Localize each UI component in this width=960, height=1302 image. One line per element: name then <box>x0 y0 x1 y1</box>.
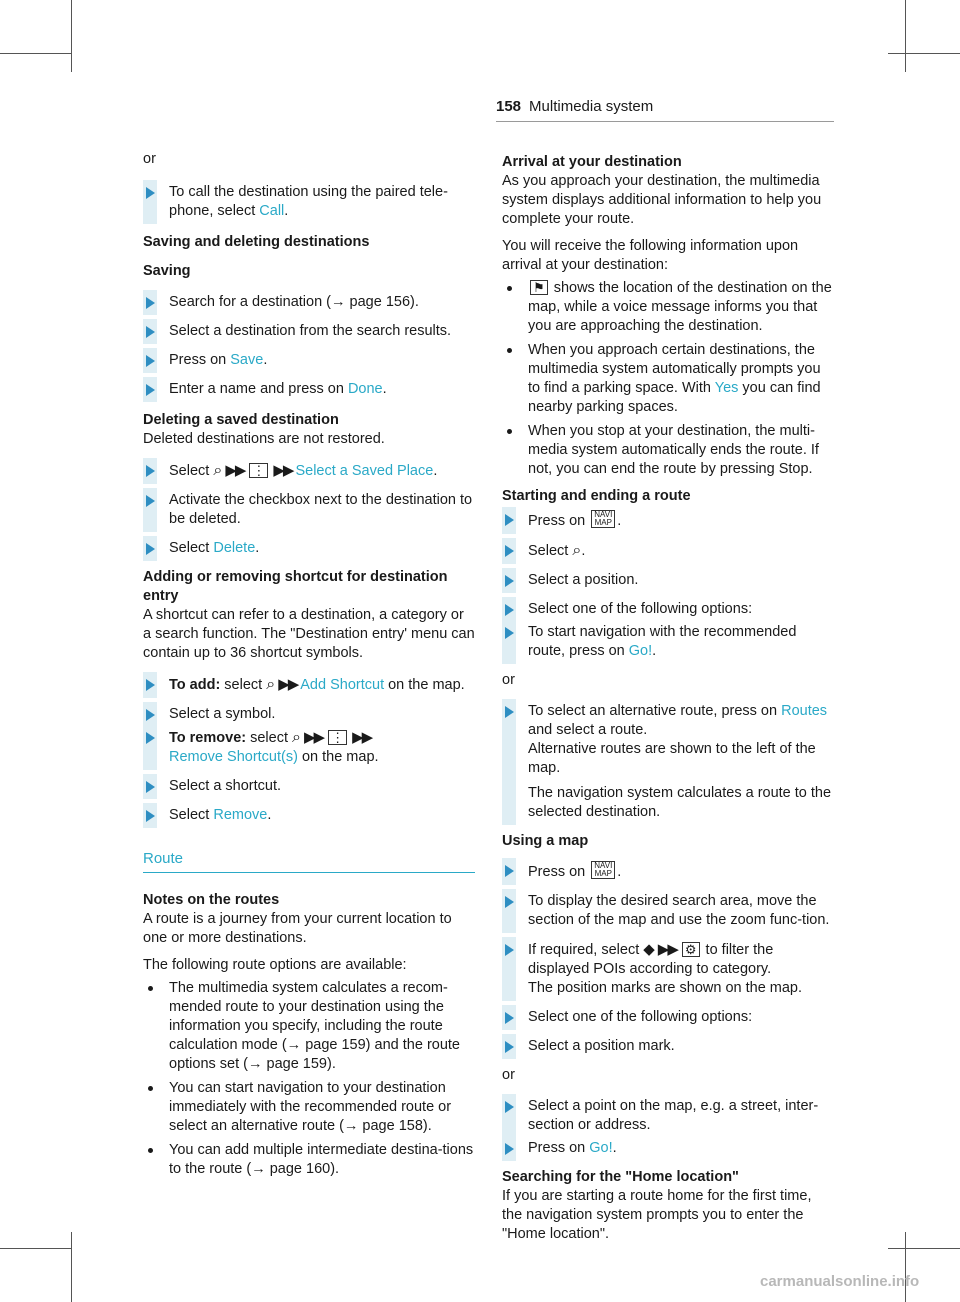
forward-icon: ▶▶ <box>304 729 324 746</box>
crop-mark <box>888 53 960 54</box>
remove-button-label: Remove <box>213 807 268 823</box>
or-text: or <box>502 672 515 688</box>
step-arrow-icon <box>146 781 155 793</box>
right-column <box>502 150 834 1252</box>
step-save-1: Search for a destination (→ page 156). <box>143 293 475 312</box>
step-arrow-icon <box>505 1143 514 1155</box>
step-arrow-icon <box>146 810 155 822</box>
step-map-7: Press on Go!. <box>502 1139 834 1158</box>
start-heading: Starting and ending a route <box>502 488 691 504</box>
step-delete-3: Select Delete. <box>143 539 475 558</box>
step-arrow-icon <box>505 1101 514 1113</box>
destination-flag-icon: ⚑ <box>530 280 548 295</box>
step-map-2: To display the desired search area, move the section of the map and use the zoom func-tion. <box>502 892 834 930</box>
gear-icon: ⚙ <box>682 942 700 957</box>
step-start-6: To select an alternative route, press on Routes and select a route. Alternative routes are shown to the left of the map. The navigation system calculates a route to the selected destination. <box>502 702 834 822</box>
list-item: When you stop at your destination, the multi-media system automatically ends the route. If not, you can end the route by pressing Stop. <box>502 422 834 479</box>
step-arrow-icon <box>146 732 155 744</box>
home-text: If you are starting a route home for the first time, the navigation system prompts you to enter the "Home location". <box>502 1188 812 1242</box>
step-arrow-icon <box>146 709 155 721</box>
step-remove: Select Remove. <box>143 806 475 825</box>
map-heading: Using a map <box>502 833 589 849</box>
step-start-5: To start navigation with the recommended route, press on Go!. <box>502 623 834 661</box>
arrival-heading: Arrival at your destination <box>502 154 682 170</box>
crop-mark <box>905 0 906 72</box>
step-arrow-icon <box>505 514 514 526</box>
or-text: or <box>143 151 156 167</box>
forward-icon: ▶▶ <box>225 462 245 479</box>
done-button-label: Done <box>347 381 383 397</box>
go-button-label: Go! <box>628 643 653 659</box>
delete-heading: Deleting a saved destination <box>143 412 339 428</box>
home-heading: Searching for the "Home location" <box>502 1169 739 1185</box>
call-button-label: Call <box>259 203 285 219</box>
forward-icon: ▶▶ <box>657 941 677 958</box>
navi-map-icon: NAVI MAP <box>591 861 615 879</box>
save-button-label: Save <box>230 352 264 368</box>
step-delete-1: Select ⌕ ▶▶ ⋮ ▶▶ Select a Saved Place. <box>143 461 475 481</box>
step-arrow-icon <box>505 706 514 718</box>
forward-icon: ▶▶ <box>273 462 293 479</box>
step-arrow-icon <box>146 543 155 555</box>
crop-mark <box>71 0 72 72</box>
routes-button-label: Routes <box>781 703 828 719</box>
step-arrow-icon <box>505 896 514 908</box>
search-icon: ⌕ <box>266 676 276 693</box>
step-start-4: Select one of the following options: <box>502 600 834 619</box>
step-arrow-icon <box>505 1041 514 1053</box>
step-remove-shortcut: To remove: select ⌕ ▶▶ ⋮ ▶▶ Remove Shortcut(s) on the map. <box>143 728 475 767</box>
step-arrow-icon <box>146 355 155 367</box>
step-select-shortcut: Select a shortcut. <box>143 777 475 796</box>
step-map-3: If required, select ◆ ▶▶ ⚙ to filter the displayed POIs according to category. The position marks are shown on the map. <box>502 940 834 998</box>
arrival-text-2: You will receive the following information upon arrival at your destination: <box>502 238 799 273</box>
step-arrow-icon <box>505 627 514 639</box>
step-arrow-icon <box>146 679 155 691</box>
step-start-3: Select a position. <box>502 571 834 590</box>
crop-mark <box>888 1248 960 1249</box>
search-icon: ⌕ <box>292 729 301 746</box>
notes-text: A route is a journey from your current location to one or more destinations. <box>143 911 452 946</box>
step-arrow-icon <box>505 1012 514 1024</box>
select-saved-place-label: Select a Saved Place <box>295 463 434 479</box>
delete-button-label: Delete <box>213 540 256 556</box>
step-arrow-icon <box>146 465 155 477</box>
search-icon: ⌕ <box>572 542 582 559</box>
step-arrow-icon <box>505 545 514 557</box>
shortcut-text: A shortcut can refer to a destination, a category or a search function. The "Destination entry' menu can contain up to 36 shortcut symbols. <box>143 607 475 661</box>
step-arrow-icon <box>505 865 514 877</box>
forward-icon: ▶▶ <box>352 729 372 746</box>
menu-icon: ⋮ <box>249 463 268 478</box>
page-title: Multimedia system <box>529 98 654 115</box>
search-icon: ⌕ <box>213 462 223 479</box>
forward-icon: ▶▶ <box>278 676 298 693</box>
step-arrow-icon <box>505 575 514 587</box>
or-text: or <box>502 1067 515 1083</box>
step-save-3: Press on Save. <box>143 351 475 370</box>
crop-mark <box>0 53 72 54</box>
saving-heading: Saving and deleting destinations <box>143 234 370 250</box>
yes-button-label: Yes <box>714 380 739 396</box>
page-header <box>496 97 834 122</box>
navi-map-icon: NAVI MAP <box>591 510 615 528</box>
crop-mark <box>905 1232 906 1302</box>
delete-text: Deleted destinations are not restored. <box>143 431 385 447</box>
notes-text-2: The following route options are available: <box>143 957 407 973</box>
add-shortcut-label: Add Shortcut <box>300 677 385 693</box>
step-arrow-icon <box>146 495 155 507</box>
crop-mark <box>71 1232 72 1302</box>
list-item: You can start navigation to your destination immediately with the recommended route or select an alternative route (→ page 158). <box>143 1079 475 1136</box>
remove-shortcuts-label: Remove Shortcut(s) <box>169 749 298 765</box>
step-call: To call the destination using the paired tele-phone, select Call. <box>143 183 475 221</box>
step-arrow-icon <box>146 297 155 309</box>
step-arrow-icon <box>505 604 514 616</box>
list-item: ⚑ shows the location of the destination on the map, while a voice message informs you that you are approaching the destination. <box>502 279 834 336</box>
step-add-shortcut: To add: select ⌕ ▶▶ Add Shortcut on the map. <box>143 675 475 695</box>
arrival-text: As you approach your destination, the multimedia system displays additional information to help you complete your route. <box>502 173 822 227</box>
step-arrow-icon <box>146 384 155 396</box>
list-item: You can add multiple intermediate destina-tions to the route (→ page 160). <box>143 1141 475 1179</box>
left-column <box>143 150 475 1184</box>
step-save-2: Select a destination from the search results. <box>143 322 475 341</box>
crop-mark <box>0 1248 72 1249</box>
step-select-symbol: Select a symbol. <box>143 705 475 724</box>
step-arrow-icon <box>146 187 155 199</box>
step-map-5: Select a position mark. <box>502 1037 834 1056</box>
step-map-1: Press on NAVI MAP . <box>502 861 834 882</box>
shortcut-heading: Adding or removing shortcut for destination entry <box>143 569 448 604</box>
step-start-2: Select ⌕. <box>502 541 834 561</box>
list-item: When you approach certain destinations, the multimedia system automatically prompts you to find a parking space. With Yes you can find nearby parking spaces. <box>502 341 834 417</box>
watermark: carmanualsonline.info <box>760 1273 920 1290</box>
saving-subheading: Saving <box>143 263 191 279</box>
step-map-4: Select one of the following options: <box>502 1008 834 1027</box>
list-item: The multimedia system calculates a recom-mended route to your destination using the information you specify, including the route calculation mode (→ page 159) and the route options set (→ page 159). <box>143 979 475 1074</box>
step-start-1: Press on NAVI MAP . <box>502 510 834 531</box>
route-section-title: Route <box>143 849 475 873</box>
step-delete-2: Activate the checkbox next to the destination to be deleted. <box>143 491 475 529</box>
notes-heading: Notes on the routes <box>143 892 280 908</box>
go-button-label: Go! <box>589 1140 613 1156</box>
step-map-6: Select a point on the map, e.g. a street, inter-section or address. <box>502 1097 834 1135</box>
step-save-4: Enter a name and press on Done. <box>143 380 475 399</box>
step-arrow-icon <box>146 326 155 338</box>
layers-icon: ◆ <box>643 941 655 958</box>
page-number: 158 <box>496 98 522 115</box>
step-arrow-icon <box>505 944 514 956</box>
menu-icon: ⋮ <box>328 730 347 745</box>
